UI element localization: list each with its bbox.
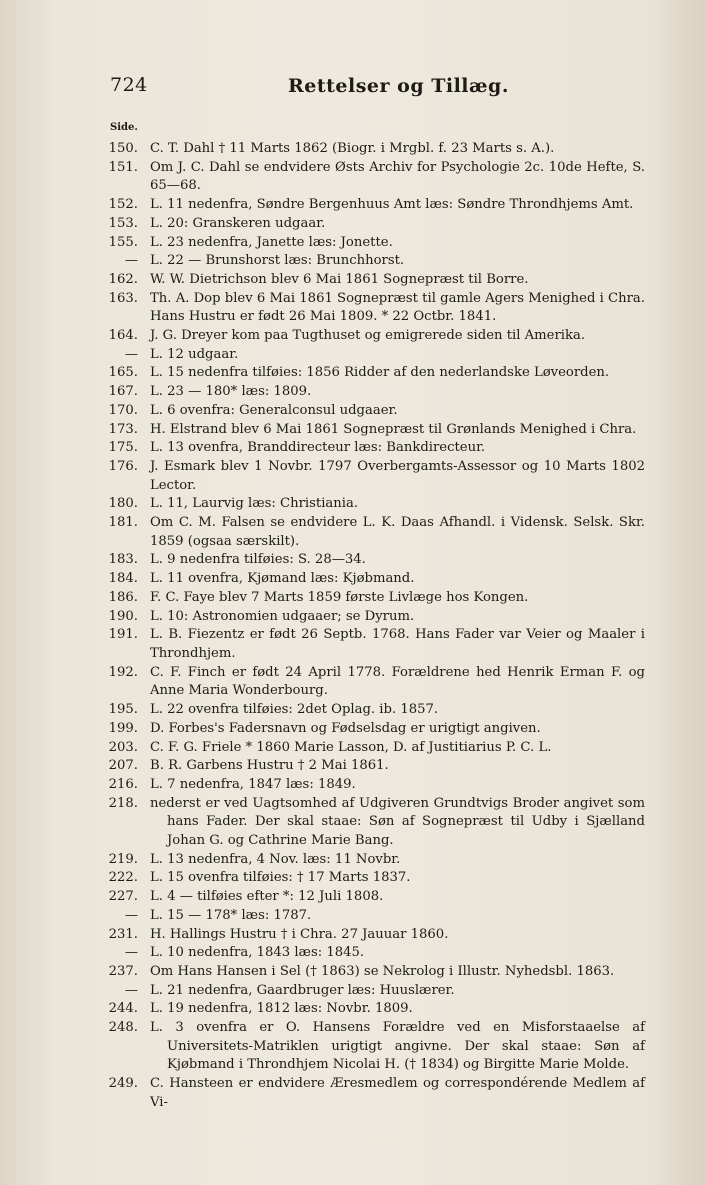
entry-text: L. 15 — 178* læs: 1787.: [150, 907, 312, 923]
correction-entry: [100, 570, 645, 589]
entry-page-ref: 219.: [108, 851, 138, 867]
entry-page-ref: 192.: [108, 664, 138, 680]
entry-text: L. 15 ovenfra tilføies: † 17 Marts 1837.: [150, 870, 411, 886]
correction-entry: [100, 346, 645, 365]
correction-entry: [100, 757, 645, 776]
entry-page-ref: —: [124, 346, 138, 362]
entry-page-ref: 195.: [108, 702, 138, 718]
correction-entry: [100, 159, 645, 196]
entry-page-ref: 186.: [108, 589, 138, 605]
entry-text: L. 6 ovenfra: Generalconsul udgaaer.: [150, 402, 398, 418]
entry-text: L. 11, Laurvig læs: Christiania.: [150, 496, 359, 512]
entry-text: Th. A. Dop blev 6 Mai 1861 Sognepræst til gamle Agers Menighed i Chra. Hans Hustru er født 26 Mai 1809. * 22 Octbr. 1841.: [150, 290, 645, 325]
entry-page-ref: 184.: [108, 571, 138, 587]
entry-page-ref: 155.: [108, 234, 138, 250]
entry-text: L. 10: Astronomien udgaaer; se Dyrum.: [150, 608, 415, 624]
entry-page-ref: 237.: [108, 963, 138, 979]
entry-text: B. R. Garbens Hustru † 2 Mai 1861.: [150, 758, 389, 774]
entry-page-ref: 162.: [108, 271, 138, 287]
correction-entry: [100, 1075, 645, 1112]
entry-page-ref: 244.: [108, 1001, 138, 1017]
column-label: Side.: [110, 122, 138, 133]
entry-text: C. T. Dahl † 11 Marts 1862 (Biogr. i Mrgbl. f. 23 Marts s. A.).: [150, 141, 555, 156]
entry-text: L. 23 nedenfra, Janette læs: Jonette.: [150, 234, 393, 250]
correction-entry: [100, 926, 645, 945]
entry-text: D. Forbes's Fadersnavn og Fødselsdag er urigtigt angiven.: [150, 720, 541, 736]
entry-text: L. 7 nedenfra, 1847 læs: 1849.: [150, 776, 356, 792]
entry-page-ref: 231.: [108, 926, 138, 942]
correction-entry: [100, 963, 645, 982]
correction-entry: [100, 551, 645, 570]
entry-page-ref: 163.: [108, 290, 138, 306]
entry-text: L. 3 ovenfra er O. Hansens Forældre ved en Misforstaaelse af Universitets-Matriklen urigtigt angivne. Der skal staae: Søn af Kjøbmand i Throndhjem Nicolai H. († 1834) og Birgitte Marie Molde.: [150, 1020, 645, 1073]
correction-entry: [100, 140, 645, 159]
entry-page-ref: 175.: [108, 440, 138, 456]
entry-page-ref: —: [124, 982, 138, 998]
entry-text: L. 19 nedenfra, 1812 læs: Novbr. 1809.: [150, 1001, 413, 1017]
entry-text: H. Elstrand blev 6 Mai 1861 Sognepræst til Grønlands Menighed i Chra.: [150, 421, 637, 437]
entry-text: L. 22 ovenfra tilføies: 2det Oplag. ib. 1857.: [150, 702, 439, 718]
correction-entry: [100, 364, 645, 383]
entry-page-ref: 180.: [108, 496, 138, 512]
page-header: [110, 74, 650, 104]
entry-text: L. 23 — 180* læs: 1809.: [150, 384, 312, 400]
entry-page-ref: 153.: [108, 215, 138, 231]
correction-entry: [100, 495, 645, 514]
correction-entry: [100, 907, 645, 926]
entry-page-ref: 183.: [108, 552, 138, 568]
entry-text: L. 13 ovenfra, Branddirecteur læs: Bankdirecteur.: [150, 440, 486, 456]
entry-text: nederst er ved Uagtsomhed af Udgiveren Grundtvigs Broder angivet som hans Fader. Der skal staae: Søn af Sognepræst til Udby i Sjælland Johan G. og Cathrine Marie Bang.: [150, 795, 645, 849]
correction-entry: [100, 851, 645, 870]
entry-page-ref: 248.: [108, 1020, 138, 1036]
entry-text: L. 10 nedenfra, 1843 læs: 1845.: [150, 945, 365, 961]
entry-text: L. 21 nedenfra, Gaardbruger læs: Huuslærer.: [150, 982, 455, 998]
entry-page-ref: 222.: [108, 870, 138, 886]
entry-text: L. 11 nedenfra, Søndre Bergenhuus Amt læs: Søndre Throndhjems Amt.: [150, 197, 634, 213]
correction-entry: [100, 664, 645, 701]
entry-text: L. 11 ovenfra, Kjømand læs: Kjøbmand.: [150, 571, 415, 587]
entry-page-ref: —: [124, 945, 138, 961]
correction-entry: [100, 944, 645, 963]
correction-entry: [100, 776, 645, 795]
entry-page-ref: 203.: [108, 739, 138, 755]
corrections-list: [100, 140, 645, 1113]
entry-text: J. G. Dreyer kom paa Tugthuset og emigrerede siden til Amerika.: [150, 328, 586, 344]
correction-entry: [100, 888, 645, 907]
entry-text: L. 20: Granskeren udgaar.: [150, 215, 326, 231]
correction-entry: [100, 720, 645, 739]
correction-entry: [100, 739, 645, 758]
entry-text: Om Hans Hansen i Sel († 1863) se Nekrolog i Illustr. Nyhedsbl. 1863.: [150, 963, 615, 979]
entry-page-ref: 207.: [108, 758, 138, 774]
entry-text: C. F. G. Friele * 1860 Marie Lasson, D. af Justitiarius P. C. L.: [150, 739, 552, 755]
entry-text: Om J. C. Dahl se endvidere Østs Archiv for Psychologie 2c. 10de Hefte, S. 65—68.: [150, 159, 645, 194]
correction-entry: [100, 458, 645, 495]
entry-page-ref: 199.: [108, 720, 138, 736]
correction-entry: [100, 626, 645, 663]
entry-page-ref: —: [124, 907, 138, 923]
entry-page-ref: 190.: [108, 608, 138, 624]
entry-page-ref: 218.: [108, 795, 138, 811]
entry-text: F. C. Faye blev 7 Marts 1859 første Livlæge hos Kongen.: [150, 589, 529, 605]
entry-page-ref: 249.: [108, 1076, 138, 1092]
correction-entry: [100, 402, 645, 421]
correction-entry: [100, 795, 645, 851]
entry-page-ref: 216.: [108, 776, 138, 792]
correction-entry: [100, 589, 645, 608]
entry-text: L. 13 nedenfra, 4 Nov. læs: 11 Novbr.: [150, 851, 401, 867]
entry-text: H. Hallings Hustru † i Chra. 27 Jauuar 1860.: [150, 926, 449, 942]
entry-page-ref: 150.: [108, 141, 138, 156]
correction-entry: [100, 608, 645, 627]
page-number: 724: [110, 74, 148, 96]
correction-entry: [100, 234, 645, 253]
correction-entry: [100, 982, 645, 1001]
entry-text: L. 4 — tilføies efter *: 12 Juli 1808.: [150, 889, 384, 905]
correction-entry: [100, 252, 645, 271]
correction-entry: [100, 514, 645, 551]
correction-entry: [100, 1019, 645, 1075]
entry-text: L. 9 nedenfra tilføies: S. 28—34.: [150, 552, 366, 568]
entry-text: L. 15 nedenfra tilføies: 1856 Ridder af den nederlandske Løveorden.: [150, 365, 610, 381]
entry-page-ref: 165.: [108, 365, 138, 381]
entry-text: J. Esmark blev 1 Novbr. 1797 Overbergamts-Assessor og 10 Marts 1802 Lector.: [150, 458, 645, 493]
entry-page-ref: 167.: [108, 384, 138, 400]
entry-page-ref: 151.: [108, 159, 138, 175]
running-head: Rettelser og Tillæg.: [288, 75, 509, 97]
correction-entry: [100, 1000, 645, 1019]
entry-page-ref: 170.: [108, 402, 138, 418]
entry-page-ref: 173.: [108, 421, 138, 437]
entry-page-ref: —: [124, 253, 138, 269]
correction-entry: [100, 383, 645, 402]
correction-entry: [100, 215, 645, 234]
entry-text: C. F. Finch er født 24 April 1778. Forældrene hed Henrik Erman F. og Anne Maria Wonderbourg.: [150, 664, 645, 699]
entry-text: Om C. M. Falsen se endvidere L. K. Daas Afhandl. i Vidensk. Selsk. Skr. 1859 (ogsaa særskilt).: [150, 515, 645, 549]
correction-entry: [100, 290, 645, 327]
entry-text: W. W. Dietrichson blev 6 Mai 1861 Sognepræst til Borre.: [150, 271, 529, 287]
entry-text: C. Hansteen er endvidere Æresmedlem og correspondérende Medlem af Vi-: [150, 1076, 645, 1110]
entry-page-ref: 227.: [108, 889, 138, 905]
entry-page-ref: 176.: [108, 458, 138, 474]
correction-entry: [100, 327, 645, 346]
correction-entry: [100, 439, 645, 458]
entry-text: L. 12 udgaar.: [150, 346, 239, 362]
correction-entry: [100, 421, 645, 440]
entry-page-ref: 191.: [108, 627, 138, 643]
entry-text: L. 22 — Brunshorst læs: Brunchhorst.: [150, 253, 405, 269]
correction-entry: [100, 869, 645, 888]
entry-page-ref: 152.: [108, 197, 138, 213]
entry-page-ref: 181.: [108, 515, 138, 531]
correction-entry: [100, 271, 645, 290]
entry-text: L. B. Fiezentz er født 26 Septb. 1768. Hans Fader var Veier og Maaler i Throndhjem.: [150, 627, 645, 661]
entry-page-ref: 164.: [108, 328, 138, 344]
correction-entry: [100, 196, 645, 215]
correction-entry: [100, 701, 645, 720]
